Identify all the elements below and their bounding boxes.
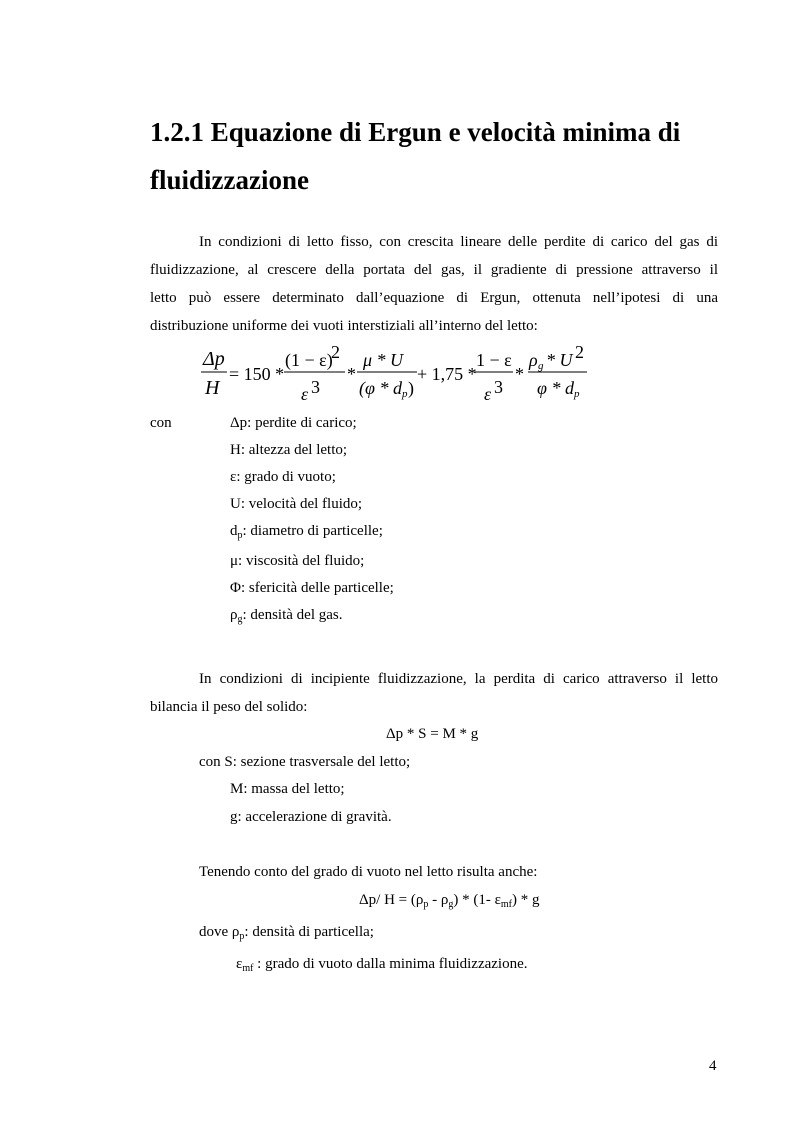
legend-item [230, 467, 394, 494]
paragraph-1-line-3: letto può essere determinato dall’equazione di Ergun, ottenuta nell’ipotesi di una [150, 290, 718, 306]
legend-item [230, 494, 394, 521]
heading-line-1: 1.2.1 Equazione di Ergun e velocità minima di [150, 117, 681, 147]
eq3-part: ) * (1- ε [453, 892, 501, 908]
ergun-f4-numerator-exp: 2 [575, 342, 584, 362]
legend-text: : velocità del fluido; [240, 496, 363, 512]
legend-text: : altezza del letto; [240, 442, 348, 458]
legend-con-label: con [150, 415, 172, 431]
ergun-f3-denominator-exp: 3 [494, 377, 503, 397]
ergun-f4-rho-sub: g [538, 360, 544, 372]
legend-item [230, 413, 394, 440]
legend-text: : densità del gas. [242, 607, 343, 623]
legend-symbol: H [230, 442, 241, 458]
paragraph-1-line-1: In condizioni di letto fisso, con crescita lineare delle perdite di carico del gas di [199, 234, 718, 250]
legend-text: : diametro di particelle; [242, 523, 383, 539]
ergun-star-2: * [515, 364, 524, 384]
ergun-f1-numerator: (1 − ε) [285, 350, 333, 370]
eq3-subscript: p [423, 899, 429, 910]
ergun-f4-rho: ρ [529, 350, 538, 370]
ergun-star-1: * [347, 364, 356, 384]
ergun-f2-denominator: (φ * d [359, 378, 402, 398]
legend-text: : perdite di carico; [247, 415, 357, 431]
legend-subscript: p [237, 530, 243, 541]
ergun-f2-denominator-close: ) [408, 378, 414, 398]
paragraph-2-line-2: bilancia il peso del solido: [150, 699, 308, 715]
paragraph-2-line-1: In condizioni di incipiente fluidizzazione, la perdita di carico attraverso il letto [199, 671, 718, 687]
ergun-f1-denominator: ε [301, 384, 309, 404]
legend-symbol: U [230, 496, 241, 512]
legend-symbol: ε [236, 956, 243, 972]
ergun-coefficient-175: + 1,75 * [417, 364, 477, 384]
legend-3-item-2 [236, 954, 528, 974]
ergun-equation-svg [195, 340, 625, 410]
legend-symbol: Δp [230, 415, 248, 431]
legend-symbol: ρ [230, 607, 238, 623]
legend-text: : densità di particella; [244, 924, 374, 940]
eq3-subscript: mf [500, 899, 512, 910]
legend-text: : sfericità delle particelle; [240, 580, 394, 596]
legend-item [230, 578, 394, 605]
legend-item [230, 551, 394, 578]
eq3-part: Δp/ H = (ρ [359, 892, 424, 908]
legend-symbol: Φ [230, 580, 241, 596]
legend-text: : viscosità del fluido; [238, 553, 365, 569]
ergun-f3-numerator: 1 − ε [476, 350, 512, 370]
paragraph-1-line-2: fluidizzazione, al crescere della portata del gas, il gradiente di pressione attraverso il [150, 262, 718, 278]
equation-gradient [359, 890, 539, 910]
equation-pressure-balance: Δp * S = M * g [386, 726, 479, 742]
legend-item [230, 605, 394, 632]
page-number: 4 [709, 1058, 717, 1074]
ergun-f3-denominator: ε [484, 384, 492, 404]
paragraph-3: Tenendo conto del grado di vuoto nel letto risulta anche: [199, 864, 538, 880]
heading-line-2: fluidizzazione [150, 165, 309, 195]
eq3-part: ) * g [511, 892, 540, 908]
ergun-f4-numerator-rest: * U [546, 350, 573, 370]
legend-2-item-3: g: accelerazione di gravità. [230, 809, 392, 825]
ergun-equation [195, 340, 625, 410]
legend-subscript: g [237, 614, 243, 625]
ergun-f4-denominator-sub: p [574, 388, 580, 400]
section-heading [150, 108, 730, 204]
legend-subscript: p [239, 931, 245, 942]
ergun-f4-denominator: φ * d [537, 378, 574, 398]
legend-item [230, 440, 394, 467]
legend-symbol: d [230, 523, 238, 539]
legend-3-item-1 [199, 922, 374, 942]
ergun-f2-denominator-sub: p [402, 388, 408, 400]
legend-text: : grado di vuoto; [236, 469, 336, 485]
legend-subscript: mf [242, 963, 254, 974]
paragraph-1-line-4: distribuzione uniforme dei vuoti interstiziali all’interno del letto: [150, 318, 538, 334]
legend-item [230, 521, 394, 551]
legend-symbol: dove ρ [199, 924, 240, 940]
eq3-part: - ρ [428, 892, 449, 908]
ergun-lhs-denominator: H [205, 377, 220, 399]
legend-2-item-2: M: massa del letto; [230, 781, 345, 797]
ergun-f2-numerator: μ * U [363, 350, 404, 370]
ergun-f1-numerator-exp: 2 [331, 342, 340, 362]
legend-2-item-1: con S: sezione trasversale del letto; [199, 754, 411, 770]
legend-symbol: μ [230, 553, 239, 569]
paragraph-1 [150, 228, 718, 340]
legend-symbol: ε [230, 469, 237, 485]
legend-text: : grado di vuoto dalla minima fluidizzazione. [253, 956, 528, 972]
ergun-coefficient-150: = 150 * [229, 364, 285, 384]
paragraph-2 [150, 665, 718, 721]
ergun-lhs-numerator: Δp [203, 348, 225, 370]
ergun-f1-denominator-exp: 3 [311, 377, 320, 397]
symbol-legend [230, 413, 394, 632]
eq3-subscript: g [448, 899, 454, 910]
